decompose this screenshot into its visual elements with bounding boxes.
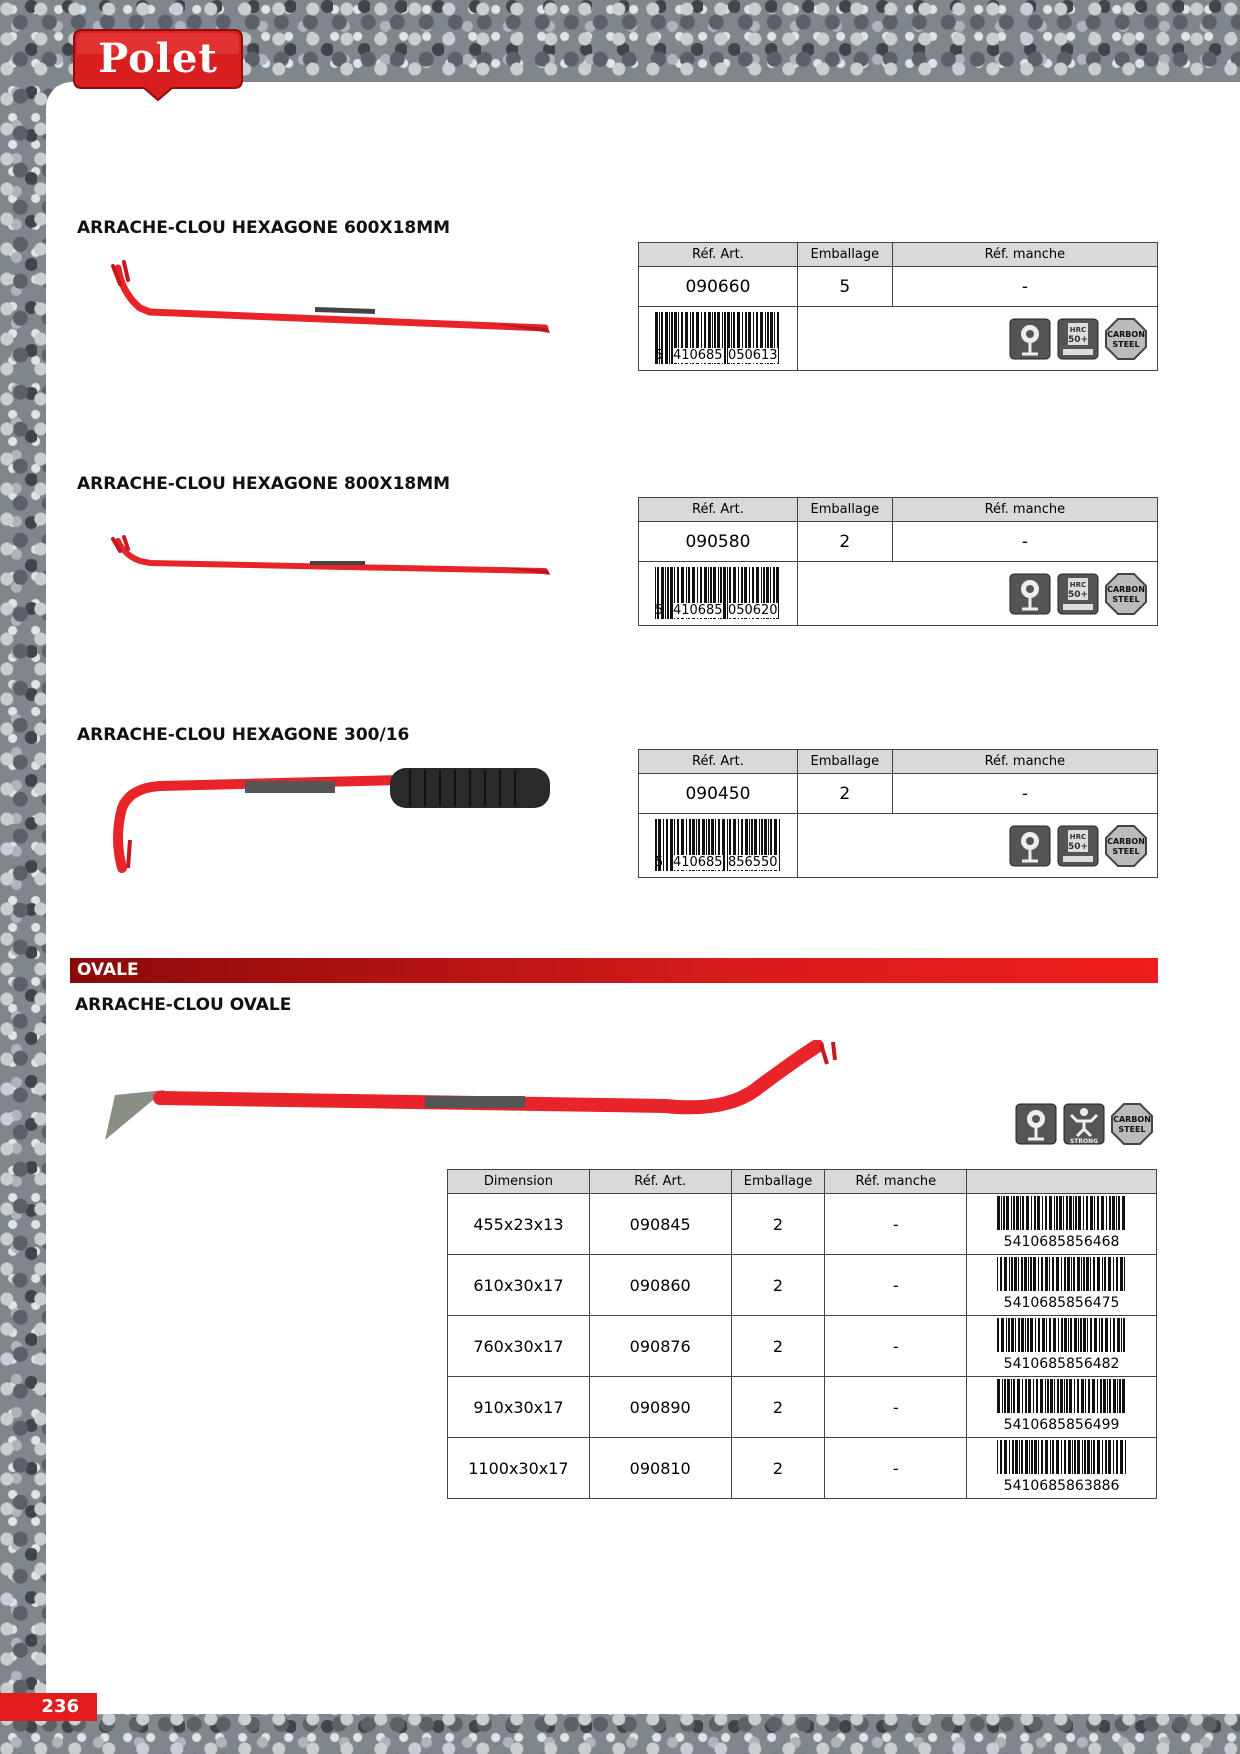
crowbar-800-image <box>110 535 555 585</box>
header-pack: Emballage <box>797 750 892 774</box>
ean-number: 5410685856475 <box>1003 1295 1120 1311</box>
header-handle: Réf. manche <box>892 243 1157 267</box>
barcode-digits-3: 856550 <box>727 854 778 870</box>
section-header-ovale: OVALE <box>70 958 1158 983</box>
table-row <box>448 1255 1157 1316</box>
barcode-cell <box>967 1377 1157 1438</box>
tool-steel-icon <box>1009 825 1051 867</box>
carbon-top-text: CARBON <box>1107 836 1145 846</box>
barcode-cell <box>967 1194 1157 1255</box>
spec-table <box>638 242 1158 371</box>
header-handle: Réf. manche <box>825 1170 967 1194</box>
ref-value: 090860 <box>589 1255 731 1316</box>
feature-icons-cell <box>797 307 1157 371</box>
pack-value: 5 <box>797 267 892 307</box>
crowbar-300-image <box>110 768 555 878</box>
product-title: ARRACHE-CLOU HEXAGONE 800X18MM <box>77 474 451 494</box>
ref-value: 090450 <box>639 774 798 814</box>
header-ref: Réf. Art. <box>639 498 798 522</box>
pack-value: 2 <box>731 1194 825 1255</box>
carbon-bottom-text: STEEL <box>1112 846 1140 856</box>
barcode-cell <box>639 307 798 371</box>
barcode <box>653 819 783 873</box>
barcode-cell <box>639 562 798 626</box>
hrc-top-text: HRC <box>1069 580 1087 589</box>
handle-value: - <box>825 1255 967 1316</box>
barcode-cell <box>967 1255 1157 1316</box>
hrc-hardness-icon <box>1057 573 1099 615</box>
pack-value: 2 <box>797 522 892 562</box>
hrc-bottom-text: 50+ <box>1067 334 1089 345</box>
table-row <box>448 1438 1157 1499</box>
table-row <box>448 1316 1157 1377</box>
handle-value: - <box>825 1316 967 1377</box>
barcode-digit-1: 5 <box>654 854 664 870</box>
carbon-steel-icon <box>1105 825 1147 867</box>
barcode-bars <box>995 1379 1129 1413</box>
barcode-digits-2: 410685 <box>672 347 723 363</box>
strong-icon <box>1063 1103 1105 1145</box>
ref-value: 090890 <box>589 1377 731 1438</box>
product-title: ARRACHE-CLOU HEXAGONE 300/16 <box>77 725 410 745</box>
barcode-digit-1: 5 <box>654 602 664 618</box>
header-pack: Emballage <box>797 498 892 522</box>
dimension-value: 455x23x13 <box>448 1194 590 1255</box>
carbon-bottom-text: STEEL <box>1118 1125 1146 1134</box>
barcode-cell <box>639 814 798 878</box>
carbon-bottom-text: STEEL <box>1112 339 1140 349</box>
dimension-value: 760x30x17 <box>448 1316 590 1377</box>
carbon-top-text: CARBON <box>1113 1115 1151 1124</box>
header-pack: Emballage <box>731 1170 825 1194</box>
header-ref: Réf. Art. <box>639 243 798 267</box>
pack-value: 2 <box>797 774 892 814</box>
logo-text: Polet <box>98 35 218 82</box>
page-number: 236 <box>0 1693 97 1721</box>
ean-number: 5410685856482 <box>1003 1356 1120 1372</box>
barcode-bars <box>995 1196 1129 1230</box>
dimension-value: 610x30x17 <box>448 1255 590 1316</box>
table-row <box>448 1194 1157 1255</box>
ean-number: 5410685856468 <box>1003 1234 1120 1250</box>
table-row <box>448 1377 1157 1438</box>
header-ref: Réf. Art. <box>639 750 798 774</box>
header-barcode <box>967 1170 1157 1194</box>
hrc-bottom-text: 50+ <box>1067 841 1089 852</box>
oval-crowbar-image <box>105 1040 840 1145</box>
ref-value: 090660 <box>639 267 798 307</box>
ean-number: 5410685863886 <box>1003 1478 1120 1494</box>
barcode-digit-1: 5 <box>654 347 664 363</box>
product-title: ARRACHE-CLOU HEXAGONE 600X18MM <box>77 218 451 238</box>
tool-steel-icon <box>1009 318 1051 360</box>
carbon-top-text: CARBON <box>1107 329 1145 339</box>
barcode-digits-2: 410685 <box>672 602 723 618</box>
feature-icons-cell <box>797 562 1157 626</box>
spec-table <box>638 497 1158 626</box>
tool-steel-icon <box>1015 1103 1057 1145</box>
ovale-table <box>447 1169 1157 1499</box>
dimension-value: 910x30x17 <box>448 1377 590 1438</box>
barcode <box>653 567 783 621</box>
pack-value: 2 <box>731 1316 825 1377</box>
carbon-steel-icon <box>1105 318 1147 360</box>
carbon-top-text: CARBON <box>1107 584 1145 594</box>
ref-value: 090580 <box>639 522 798 562</box>
hrc-hardness-icon <box>1057 825 1099 867</box>
crowbar-600-image <box>110 258 555 338</box>
hrc-top-text: HRC <box>1069 325 1087 334</box>
strong-text: STRONG <box>1069 1138 1099 1145</box>
barcode-digits-3: 050620 <box>727 602 778 618</box>
barcode-digits-2: 410685 <box>672 854 723 870</box>
polet-logo <box>72 28 244 98</box>
barcode-cell <box>967 1316 1157 1377</box>
ref-value: 090876 <box>589 1316 731 1377</box>
pack-value: 2 <box>731 1438 825 1499</box>
barcode-cell <box>967 1438 1157 1499</box>
handle-value: - <box>825 1438 967 1499</box>
carbon-steel-icon <box>1111 1103 1153 1145</box>
handle-value: - <box>825 1194 967 1255</box>
barcode-bars <box>995 1318 1129 1352</box>
pack-value: 2 <box>731 1255 825 1316</box>
hrc-top-text: HRC <box>1069 832 1087 841</box>
dimension-value: 1100x30x17 <box>448 1438 590 1499</box>
header-pack: Emballage <box>797 243 892 267</box>
hrc-bottom-text: 50+ <box>1067 589 1089 600</box>
handle-value: - <box>892 774 1157 814</box>
section-product-title: ARRACHE-CLOU OVALE <box>75 995 292 1015</box>
header-dimension: Dimension <box>448 1170 590 1194</box>
barcode-bars <box>995 1257 1129 1291</box>
barcode-digits-3: 050613 <box>727 347 778 363</box>
spec-table <box>638 749 1158 878</box>
header-handle: Réf. manche <box>892 498 1157 522</box>
ovale-feature-icons <box>1015 1103 1153 1145</box>
ref-value: 090845 <box>589 1194 731 1255</box>
header-handle: Réf. manche <box>892 750 1157 774</box>
handle-value: - <box>825 1377 967 1438</box>
feature-icons-cell <box>797 814 1157 878</box>
ref-value: 090810 <box>589 1438 731 1499</box>
carbon-steel-icon <box>1105 573 1147 615</box>
handle-value: - <box>892 522 1157 562</box>
pack-value: 2 <box>731 1377 825 1438</box>
ean-number: 5410685856499 <box>1003 1417 1120 1433</box>
tool-steel-icon <box>1009 573 1051 615</box>
header-ref: Réf. Art. <box>589 1170 731 1194</box>
hrc-hardness-icon <box>1057 318 1099 360</box>
handle-value: - <box>892 267 1157 307</box>
barcode <box>653 312 783 366</box>
carbon-bottom-text: STEEL <box>1112 594 1140 604</box>
barcode-bars <box>995 1440 1129 1474</box>
